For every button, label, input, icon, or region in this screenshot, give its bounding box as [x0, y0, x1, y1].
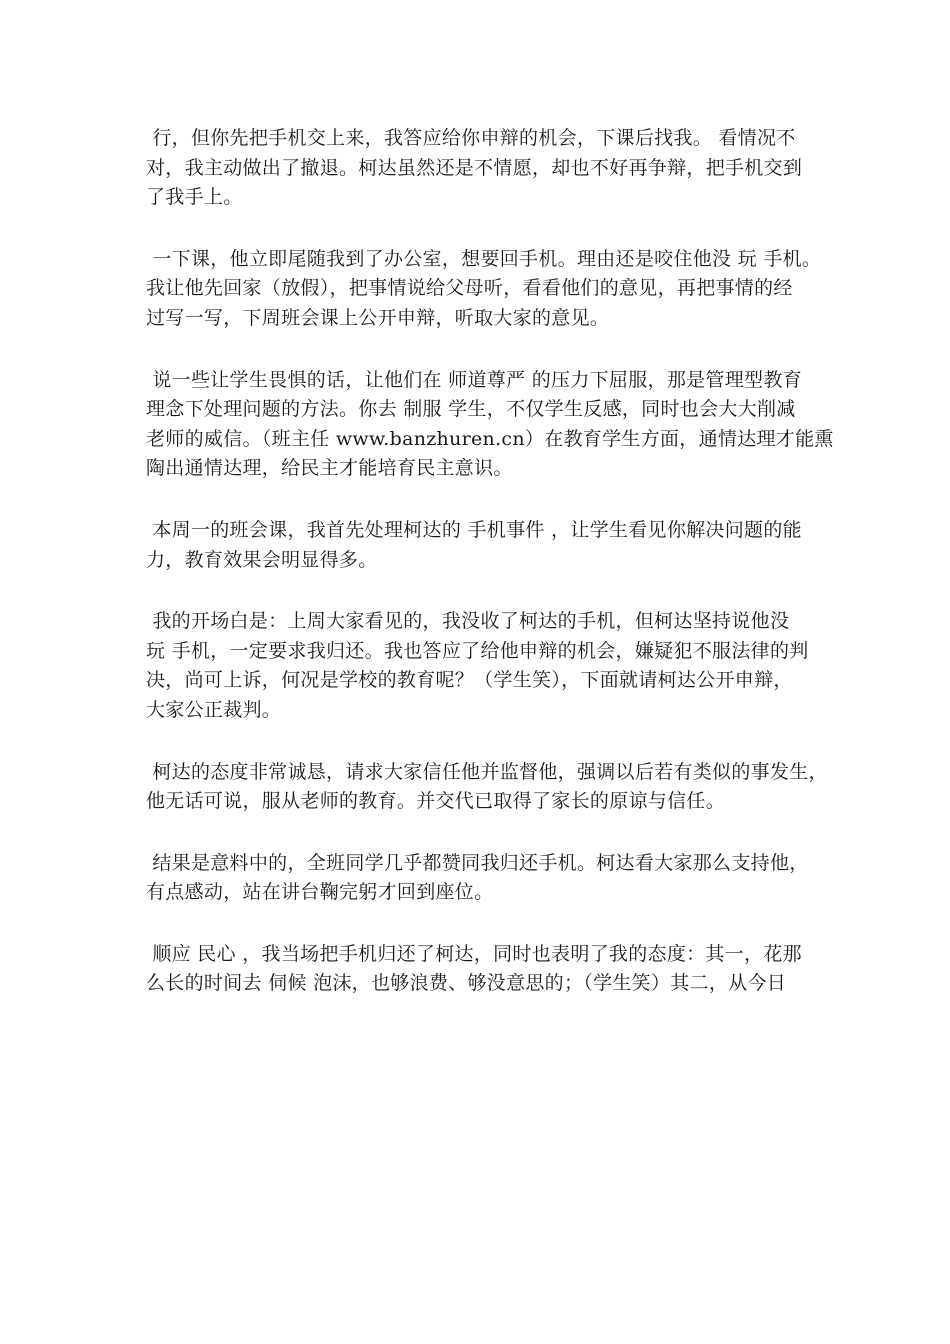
paragraph [146, 940, 826, 999]
paragraph [146, 849, 826, 908]
text-line: 决，尚可上诉，何况是学校的教育呢？（学生笑），下面就请柯达公开申辩， [146, 669, 793, 692]
text-line: 结果是意料中的，全班同学几乎都赞同我归还手机。柯达看大家那么支持他， [146, 851, 809, 874]
text-line: 玩 手机，一定要求我归还。我也答应了给他申辩的机会，嫌疑犯不服法律的判 [146, 639, 809, 662]
text-line: 行，但你先把手机交上来，我答应给你申辩的机会，下课后找我。 看情况不 [146, 127, 796, 149]
text-line: 了我手上。 [146, 186, 243, 209]
paragraph [146, 516, 826, 575]
paragraph [146, 124, 826, 213]
text-line: 大家公正裁判。 [146, 698, 282, 721]
text-line: 陶出通情达理，给民主才能培育民主意识。 [146, 457, 513, 480]
text-line: 有点感动，站在讲台鞠完躬才回到座位。 [146, 881, 494, 904]
paragraph [146, 607, 826, 725]
text-line: 柯达的态度非常诚恳，请求大家信任他并监督他，强调以后若有类似的事发生， [146, 760, 828, 783]
text-line: 他无话可说，服从老师的教育。并交代已取得了家长的原谅与信任。 [146, 790, 726, 813]
text-line: 一下课，他立即尾随我到了办公室，想要回手机。理由还是咬住他没 玩 手机。 [146, 247, 822, 270]
text-line: 我让他先回家（放假），把事情说给父母听，看看他们的意见，再把事情的经 [146, 277, 793, 300]
text-line: 本周一的班会课，我首先处理柯达的 手机事件 ，让学生看见你解决问题的能 [146, 518, 802, 541]
text-line: 顺应 民心 ，我当场把手机归还了柯达，同时也表明了我的态度：其一，花那 [146, 942, 802, 965]
paragraph [146, 758, 826, 817]
text-line: 对，我主动做出了撤退。柯达虽然还是不情愿，却也不好再争辩，把手机交到 [146, 156, 803, 179]
paragraph [146, 366, 834, 484]
text-line: 过写一写，下周班会课上公开申辩，听取大家的意见。 [146, 306, 610, 329]
text-line: 我的开场白是：上周大家看见的，我没收了柯达的手机，但柯达坚持说他没 [146, 610, 790, 633]
paragraph [146, 245, 826, 334]
text-line: 么长的时间去 伺候 泡沫，也够浪费、够没意思的；（学生笑）其二，从今日 [146, 972, 787, 995]
text-line: 力，教育效果会明显得多。 [146, 548, 378, 571]
text-line: 理念下处理问题的方法。你去 制服 学生，不仅学生反感，同时也会大大削减 [146, 398, 796, 421]
text-line: 说一些让学生畏惧的话，让他们在 师道尊严 的压力下屈服，那是管理型教育 [146, 368, 802, 391]
text-line: 老师的威信。（班主任 www.banzhuren.cn）在教育学生方面，通情达理才能熏 [146, 427, 834, 450]
document-body [146, 124, 834, 1031]
